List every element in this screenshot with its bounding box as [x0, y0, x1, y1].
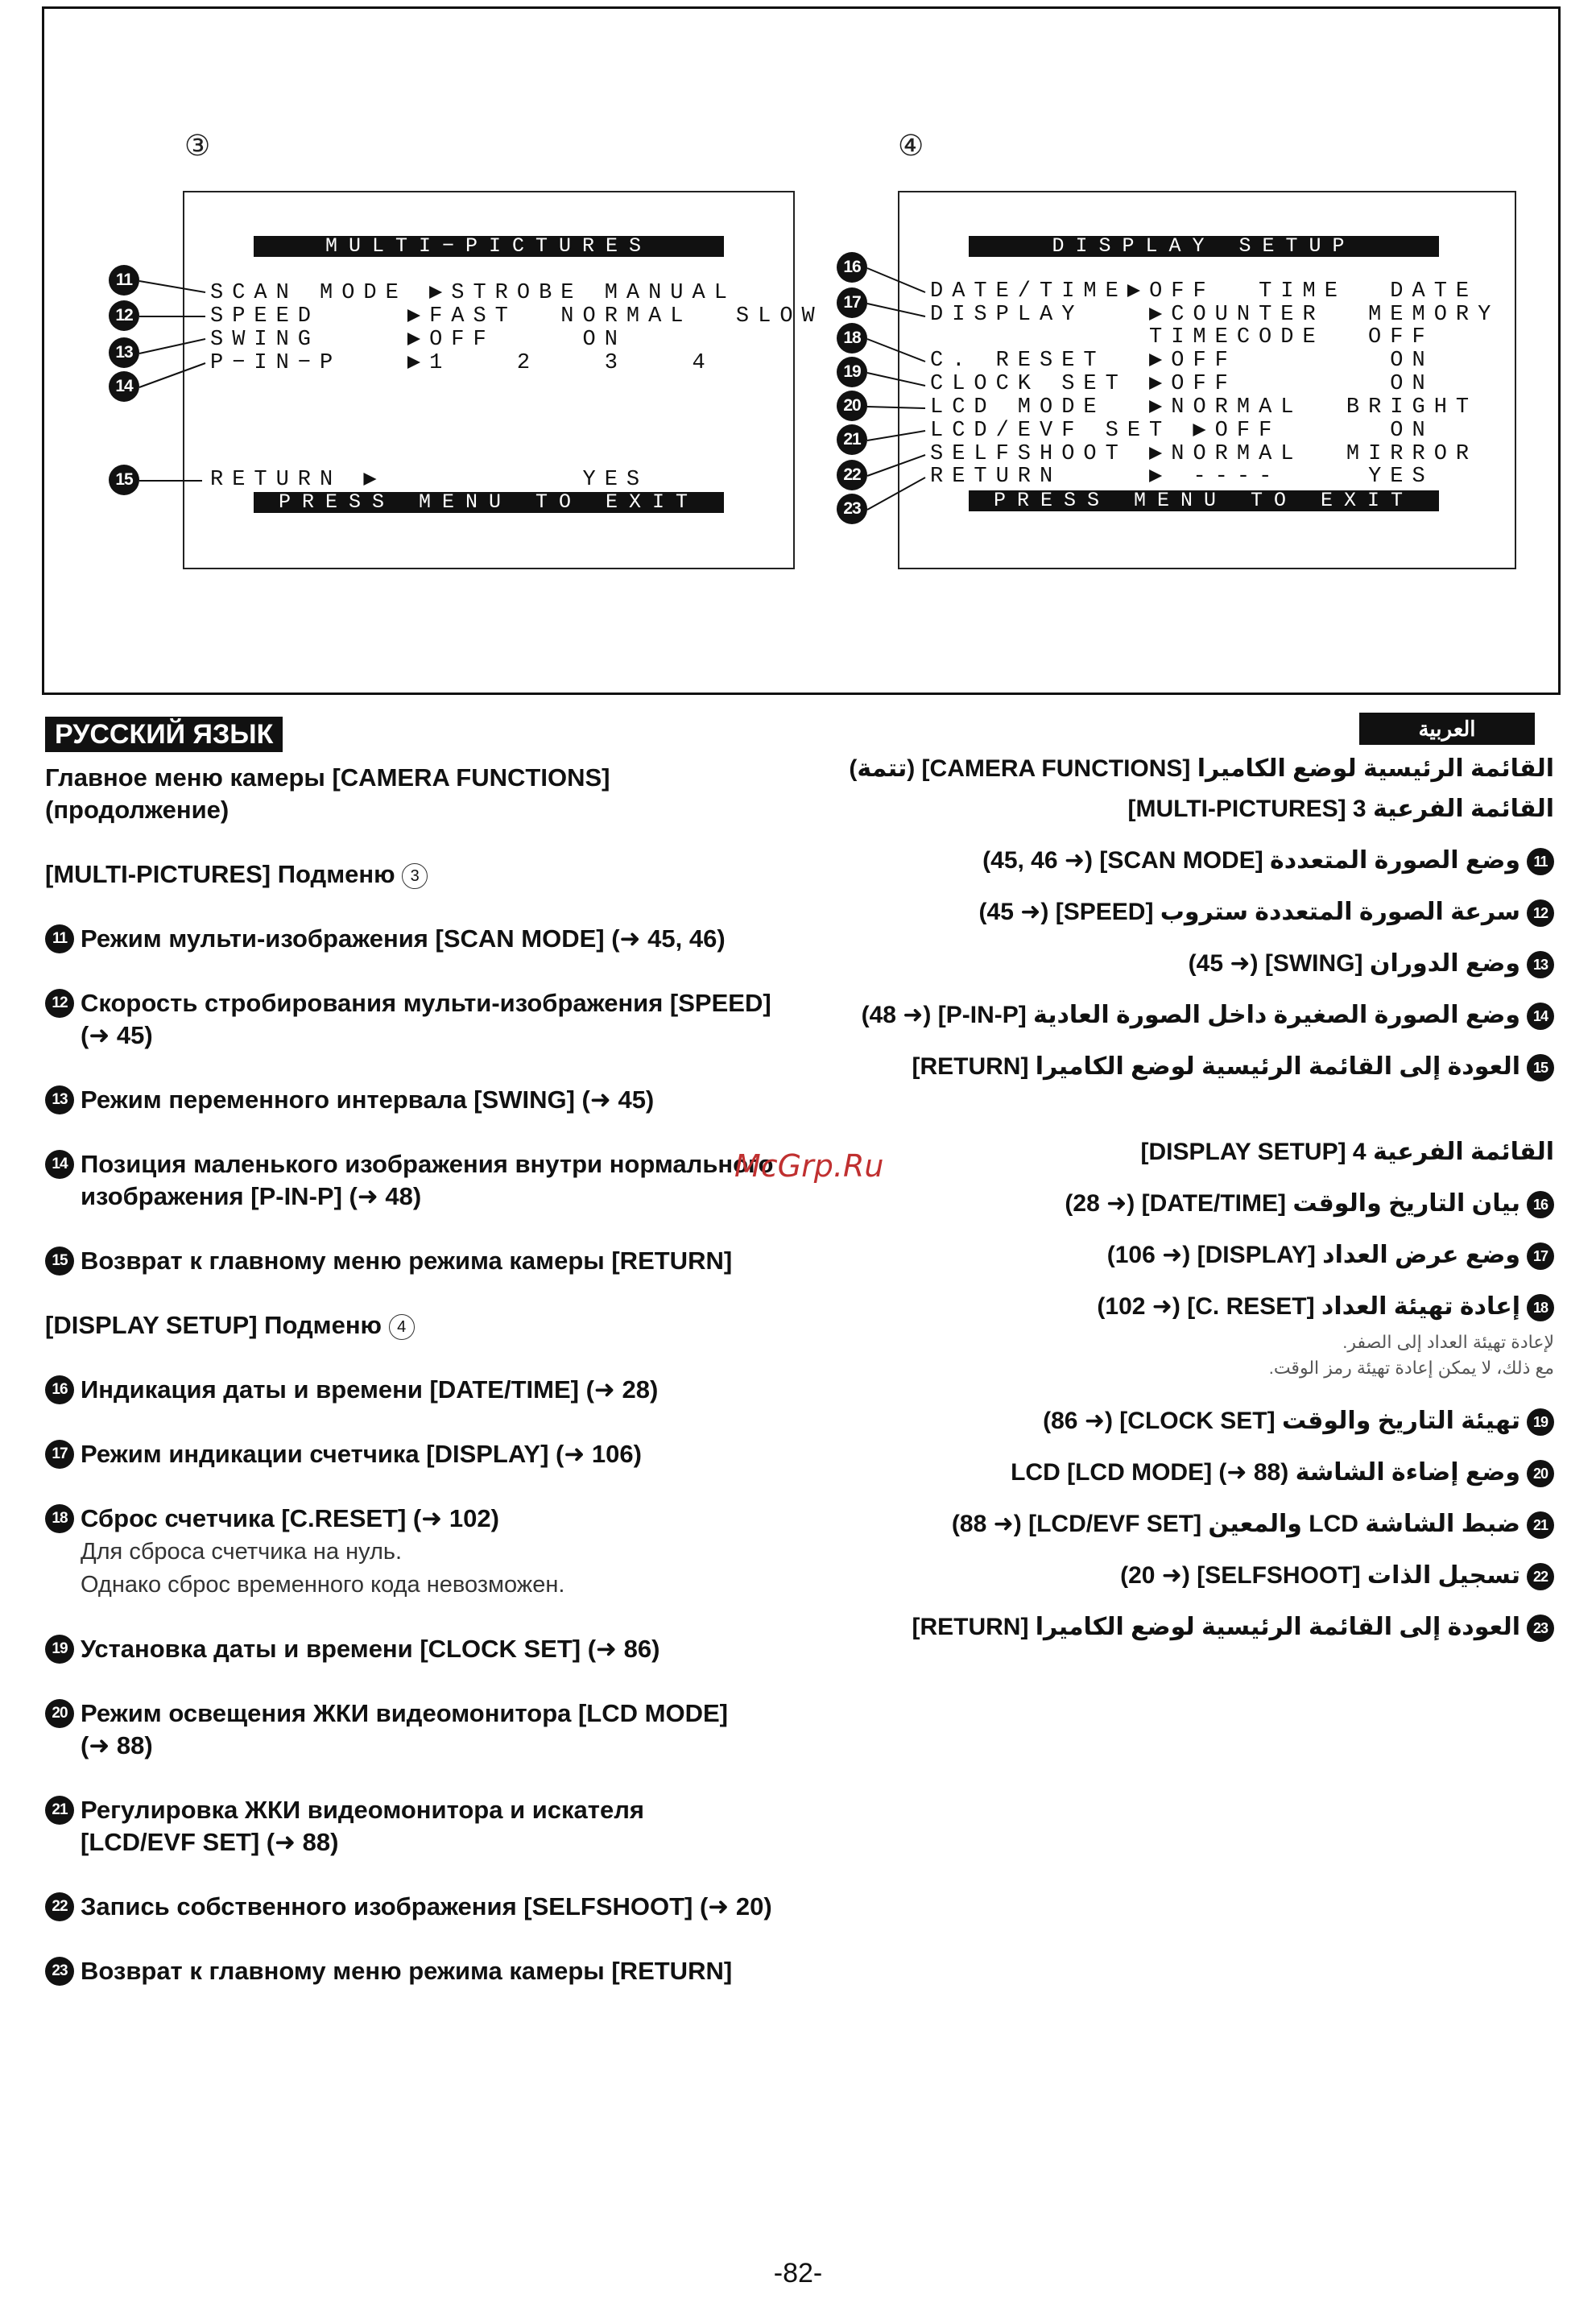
- screen4-footer-bar: PRESS MENU TO EXIT: [969, 490, 1439, 511]
- callout-14: 14: [109, 371, 139, 402]
- leader-19: [867, 373, 925, 386]
- ru-submenu4-text: [DISPLAY SETUP] Подменю: [45, 1311, 382, 1339]
- leader-17: [867, 304, 925, 316]
- ar-item-23-number: 23: [1527, 1615, 1554, 1642]
- ar-item-19-text: تهيئة التاريخ والوقت [CLOCK SET] (➜ 86): [1043, 1408, 1520, 1434]
- russian-column: [45, 762, 858, 1987]
- ar-item-21: [952, 1509, 1554, 1540]
- ru-item-14-text: Позиция маленького изображения внутри нормального: [81, 1150, 774, 1178]
- ar-item-16: [1065, 1189, 1554, 1219]
- page-number: -82-: [773, 2258, 823, 2289]
- ar-item-19-number: 19: [1527, 1408, 1554, 1436]
- leader-21: [867, 431, 925, 440]
- ru-item-20-text: Режим освещения ЖКИ видеомонитора [LCD MODE]: [81, 1699, 728, 1727]
- ru-item-20-text2: (➜ 88): [81, 1731, 153, 1759]
- screen4-line-return: RETURN ▶ ---- YES: [930, 465, 1434, 489]
- callout-23: 23: [837, 494, 867, 524]
- ru-item-11-text: Режим мульти-изображения [SCAN MODE] (➜ 45, 46): [81, 924, 726, 953]
- ar-item-12: [979, 897, 1554, 928]
- ar-item-16-text: بيان التاريخ والوقت [DATE/TIME] (➜ 28): [1065, 1190, 1520, 1217]
- ru-item-16-number: 16: [45, 1375, 74, 1404]
- screen3-marker: ③: [184, 130, 211, 163]
- ar-item-18-note1: لإعادة تهيئة العداد إلى الصفر.: [1342, 1332, 1554, 1352]
- callout-19: 19: [837, 357, 867, 387]
- screen3-line-return: RETURN ▶ YES: [210, 468, 649, 492]
- ar-item-20: [1011, 1457, 1554, 1488]
- callout-11: 11: [109, 265, 139, 296]
- screen4-marker: ④: [898, 130, 924, 163]
- callout-15: 15: [109, 465, 139, 495]
- ru-item-18-number: 18: [45, 1504, 74, 1533]
- ru-item-18-text: Сброс счетчика [C.RESET] (➜ 102): [81, 1504, 499, 1532]
- ru-item-15: [45, 1245, 858, 1277]
- ru-item-21-number: 21: [45, 1796, 74, 1825]
- screen4-line-lcd-mode: LCD MODE ▶NORMAL BRIGHT: [930, 395, 1478, 420]
- ru-item-14-text2: изображения [P-IN-P] (➜ 48): [81, 1182, 422, 1210]
- ar-item-22-text: تسجيل الذات [SELFSHOOT] (➜ 20): [1120, 1562, 1520, 1589]
- ru-item-13: [45, 1084, 858, 1116]
- callout-18: 18: [837, 323, 867, 354]
- leader-11: [139, 281, 205, 292]
- ru-item-14-number: 14: [45, 1150, 74, 1179]
- ru-item-18: [45, 1503, 858, 1601]
- screen4-line-display: DISPLAY ▶COUNTER MEMORY: [930, 303, 1500, 327]
- ru-submenu4-heading: [45, 1309, 858, 1342]
- screen3-title-bar: MULTI−PICTURES: [254, 236, 724, 257]
- ru-item-19-text: Установка даты и времени [CLOCK SET] (➜ 86): [81, 1635, 660, 1663]
- ar-item-15-text: العودة إلى القائمة الرئيسية لوضع الكاميرا [RETURN]: [912, 1053, 1520, 1080]
- ru-item-15-text: Возврат к главному меню режима камеры [RETURN]: [81, 1247, 733, 1275]
- ar-item-18-text: إعادة تهيئة العداد [C. RESET] (➜ 102): [1097, 1293, 1520, 1320]
- ar-item-12-text: سرعة الصورة المتعددة ستروب [SPEED] (➜ 45): [978, 899, 1520, 925]
- ru-item-22: [45, 1891, 858, 1923]
- ru-submenu4-marker: 4: [389, 1314, 415, 1340]
- ru-heading-line2: (продолжение): [45, 796, 229, 824]
- callout-20: 20: [837, 391, 867, 421]
- menu-screens-figure: [42, 6, 1561, 695]
- ar-item-13-text: وضع الدوران [SWING] (➜ 45): [1188, 950, 1520, 977]
- screen4-line-c-reset: C. RESET ▶OFF ON: [930, 349, 1434, 373]
- ar-item-15: [912, 1052, 1554, 1082]
- ar-item-14-text: وضع الصورة الصغيرة داخل الصورة العادية [P-IN-P] (➜ 48): [861, 1002, 1520, 1028]
- ar-item-14: [862, 1000, 1554, 1031]
- ru-item-17-text: Режим индикации счетчика [DISPLAY] (➜ 106): [81, 1440, 642, 1468]
- ru-item-19-number: 19: [45, 1635, 74, 1664]
- ru-item-19: [45, 1633, 858, 1665]
- screen4-line-date-time: DATE/TIME▶OFF TIME DATE: [930, 279, 1478, 304]
- screen3-line-scan-mode: SCAN MODE ▶STROBE MANUAL: [210, 281, 736, 305]
- ru-item-21-text2: [LCD/EVF SET] (➜ 88): [81, 1828, 339, 1856]
- russian-language-tab: РУССКИЙ ЯЗЫК: [45, 717, 283, 752]
- ru-item-12-text: Скорость стробирования мульти-изображения [SPEED]: [81, 989, 771, 1017]
- ar-item-13-number: 13: [1527, 951, 1554, 978]
- ar-item-23-text: العودة إلى القائمة الرئيسية لوضع الكاميرا [RETURN]: [912, 1614, 1520, 1640]
- ru-submenu3-heading: [45, 858, 858, 891]
- screen3-line-swing: SWING ▶OFF ON: [210, 328, 626, 352]
- ar-item-22-number: 22: [1527, 1563, 1554, 1590]
- screen3-line-p-in-p: P−IN−P ▶1 2 3 4: [210, 351, 714, 375]
- screen4-line-clock-set: CLOCK SET ▶OFF ON: [930, 372, 1434, 396]
- ar-item-11-text: وضع الصورة المتعددة [SCAN MODE] (➜ 45, 46): [982, 847, 1520, 874]
- ru-item-12-text2: (➜ 45): [81, 1021, 153, 1049]
- ru-item-23: [45, 1955, 858, 1987]
- ru-item-11: [45, 923, 858, 955]
- screen4-title-bar: DISPLAY SETUP: [969, 236, 1439, 257]
- callout-13: 13: [109, 337, 139, 368]
- ru-item-18-note1: Для сброса счетчика на нуль.: [81, 1539, 403, 1565]
- ar-heading-line1: القائمة الرئيسية لوضع الكاميرا [CAMERA FUNCTIONS] (تتمة): [849, 755, 1554, 782]
- ar-submenu4-heading: القائمة الفرعية 4 [DISPLAY SETUP]: [1140, 1139, 1554, 1165]
- ar-item-20-text: وضع إضاءة الشاشة LCD [LCD MODE] (➜ 88): [1011, 1459, 1520, 1486]
- leader-20: [867, 407, 925, 408]
- ar-item-21-number: 21: [1527, 1511, 1554, 1539]
- ar-item-21-text: ضبط الشاشة LCD والمعين [LCD/EVF SET] (➜ 88): [951, 1511, 1520, 1537]
- ar-item-11-number: 11: [1527, 848, 1554, 875]
- ru-item-16-text: Индикация даты и времени [DATE/TIME] (➜ 28): [81, 1375, 659, 1404]
- ru-item-12-number: 12: [45, 989, 74, 1018]
- ar-item-14-number: 14: [1527, 1003, 1554, 1030]
- leader-23: [867, 478, 925, 510]
- ar-item-17-text: وضع عرض العداد [DISPLAY] (➜ 106): [1106, 1242, 1520, 1268]
- callout-16: 16: [837, 252, 867, 283]
- callout-17: 17: [837, 287, 867, 318]
- watermark: McGrp.Ru: [734, 1148, 884, 1184]
- ru-item-12: [45, 987, 858, 1052]
- ar-item-15-number: 15: [1527, 1054, 1554, 1081]
- ar-item-18-note2: مع ذلك، لا يمكن إعادة تهيئة رمز الوقت.: [1268, 1358, 1554, 1378]
- ru-item-22-number: 22: [45, 1892, 74, 1921]
- ar-heading-line2: القائمة الفرعية 3 [MULTI-PICTURES]: [1127, 796, 1554, 822]
- ru-item-20-number: 20: [45, 1699, 74, 1728]
- ar-item-18-number: 18: [1527, 1294, 1554, 1321]
- ru-submenu3-text: [MULTI-PICTURES] Подменю: [45, 860, 395, 888]
- leader-14: [139, 363, 205, 387]
- ru-item-18-note2: Однако сброс временного кода невозможен.: [81, 1572, 565, 1598]
- ar-item-23: [912, 1612, 1554, 1643]
- ar-item-16-number: 16: [1527, 1191, 1554, 1218]
- ru-item-17: [45, 1438, 858, 1470]
- leader-13: [139, 339, 205, 354]
- ru-item-11-number: 11: [45, 924, 74, 953]
- arabic-language-tab: العربية: [1359, 713, 1535, 745]
- screen4-line-lcd-evf-set: LCD/EVF SET ▶OFF ON: [930, 419, 1434, 443]
- leader-18: [867, 339, 925, 362]
- ru-item-17-number: 17: [45, 1440, 74, 1469]
- ru-item-15-number: 15: [45, 1247, 74, 1276]
- ar-item-13: [1189, 949, 1554, 979]
- ru-submenu3-marker: 3: [402, 863, 428, 889]
- callout-22: 22: [837, 460, 867, 490]
- ru-item-23-text: Возврат к главному меню режима камеры [RETURN]: [81, 1957, 733, 1985]
- callout-21: 21: [837, 424, 867, 455]
- ru-item-13-text: Режим переменного интервала [SWING] (➜ 45): [81, 1085, 655, 1114]
- screen4-line-selfshoot: SELFSHOOT ▶NORMAL MIRROR: [930, 442, 1478, 466]
- leader-16: [867, 268, 925, 292]
- ar-item-22: [1120, 1561, 1554, 1591]
- ru-item-16: [45, 1374, 858, 1406]
- ar-item-19: [1043, 1406, 1554, 1437]
- callout-12: 12: [109, 300, 139, 331]
- ru-item-21-text: Регулировка ЖКИ видеомонитора и искателя: [81, 1796, 644, 1824]
- ru-item-20: [45, 1697, 858, 1762]
- ru-item-23-number: 23: [45, 1957, 74, 1986]
- leader-22: [867, 455, 925, 476]
- ar-item-12-number: 12: [1527, 899, 1554, 927]
- screen3-footer-bar: PRESS MENU TO EXIT: [254, 492, 724, 513]
- callout-leader-lines: [44, 9, 1558, 693]
- ru-item-13-number: 13: [45, 1085, 74, 1114]
- ar-item-17: [1107, 1240, 1554, 1271]
- ar-item-20-number: 20: [1527, 1460, 1554, 1487]
- ar-item-11: [982, 846, 1554, 876]
- ar-item-17-number: 17: [1527, 1242, 1554, 1270]
- ru-heading-line1: Главное меню камеры [CAMERA FUNCTIONS]: [45, 763, 610, 792]
- ar-item-18: [1097, 1292, 1554, 1322]
- ru-item-22-text: Запись собственного изображения [SELFSHOOT] (➜ 20): [81, 1892, 772, 1921]
- screen4-line-display-cont: TIMECODE OFF: [930, 325, 1434, 349]
- ru-item-21: [45, 1794, 858, 1859]
- screen3-line-speed: SPEED ▶FAST NORMAL SLOW: [210, 304, 824, 329]
